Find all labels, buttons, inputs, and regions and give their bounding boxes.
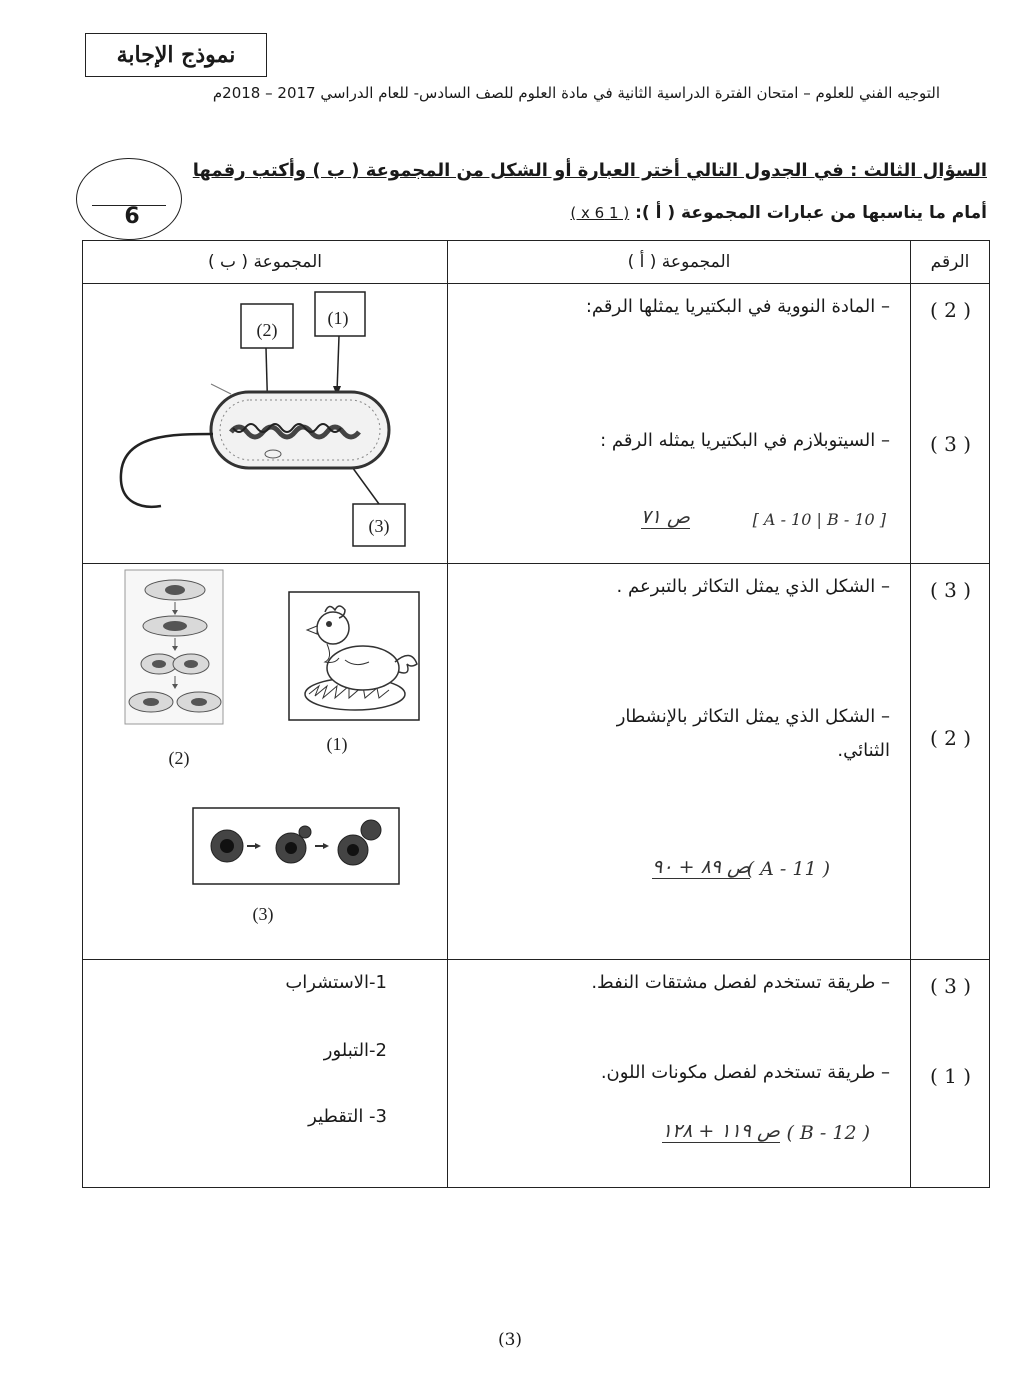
question-subtitle — [570, 203, 987, 223]
row2-numbers — [911, 564, 990, 960]
row1-numbers — [911, 284, 990, 564]
row3-group-a — [448, 960, 911, 1188]
bacteria-diagram — [83, 284, 446, 562]
answer-model-box: نموذج الإجابة — [85, 33, 267, 77]
row2-group-a — [448, 564, 911, 960]
label-2: (2) — [256, 320, 278, 340]
handwritten-reference: [ A - 10 | B - 10 ] — [752, 510, 886, 529]
label-2: (2) — [168, 748, 190, 768]
table-row — [83, 564, 990, 960]
answer-number: ( 3 ) — [929, 974, 972, 998]
matching-table — [82, 240, 990, 1188]
option-crystallization: 2-التبلور — [323, 1040, 387, 1061]
row1-group-a — [448, 284, 911, 564]
option-chromatography: 1-الاستشراب — [285, 972, 387, 993]
handwritten-page: ص ٨٩ + ٩٠ — [652, 856, 750, 878]
row1-group-b — [83, 284, 448, 564]
statement: – المادة النووية في البكتيريا يمثلها الرقم: — [585, 296, 890, 317]
score-value: 6 — [124, 204, 140, 229]
row2-group-b — [83, 564, 448, 960]
exam-header: التوجيه الفني للعلوم – امتحان الفترة الدراسية الثانية في مادة العلوم للصف السادس- للعام الدراسي 2017 – 2018م — [212, 84, 940, 102]
answer-number: ( 2 ) — [929, 726, 972, 750]
statement: – الشكل الذي يمثل التكاثر بالتبرعم . — [616, 576, 890, 597]
header-group-a: المجموعة ( أ ) — [448, 241, 911, 284]
table-row — [83, 284, 990, 564]
label-3: (3) — [368, 516, 390, 536]
label-1: (1) — [327, 308, 349, 328]
table-row — [83, 960, 990, 1188]
label-3: (3) — [252, 904, 274, 924]
row3-group-b — [83, 960, 448, 1188]
statement: – الشكل الذي يمثل التكاثر بالإنشطار الثنائي. — [616, 706, 890, 761]
answer-number: ( 3 ) — [929, 578, 972, 602]
header-number: الرقم — [911, 241, 990, 284]
header-group-b: المجموعة ( ب ) — [83, 241, 448, 284]
statement: – طريقة تستخدم لفصل مكونات اللون. — [600, 1062, 890, 1083]
handwritten-reference: ( B - 12 ) — [786, 1122, 870, 1144]
handwritten-page: ص ٧١ — [640, 506, 690, 528]
question-subtitle-text: أمام ما يناسبها من عبارات المجموعة ( أ ): — [635, 203, 987, 223]
label-1: (1) — [326, 734, 348, 754]
reproduction-figures — [83, 564, 446, 958]
question-marks: ( 1 x 6 ) — [570, 204, 630, 222]
handwritten-reference: ( A - 11 ) — [746, 858, 830, 880]
option-distillation: 3- التقطير — [308, 1106, 387, 1127]
answer-number: ( 1 ) — [929, 1064, 972, 1088]
row3-numbers — [911, 960, 990, 1188]
statement: – السيتوبلازم في البكتيريا يمثله الرقم : — [600, 430, 890, 451]
handwritten-page: ص ١١٩ + ١٢٨ — [661, 1120, 780, 1142]
statement: – طريقة تستخدم لفصل مشتقات النفط. — [591, 972, 890, 993]
page-number: (3) — [497, 1330, 523, 1350]
question-title: السؤال الثالث : في الجدول التالي أختر العبارة أو الشكل من المجموعة ( ب ) وأكتب رقمها — [192, 160, 987, 181]
answer-number: ( 2 ) — [929, 298, 972, 322]
answer-number: ( 3 ) — [929, 432, 972, 456]
